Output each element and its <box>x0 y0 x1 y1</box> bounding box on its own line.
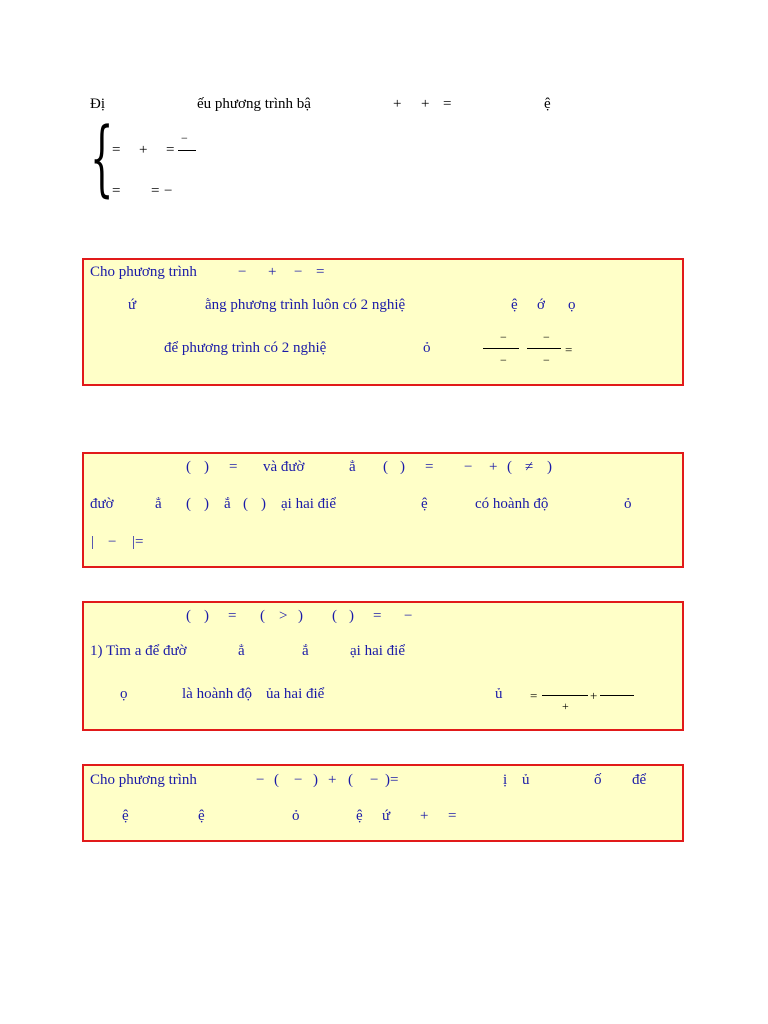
system-symbol: = <box>166 142 175 158</box>
system-brace: { <box>90 111 114 206</box>
problem-box-3 <box>82 601 684 731</box>
fraction-bar <box>542 695 588 696</box>
box-text: ại hai điể <box>281 496 336 512</box>
fraction-symbol: − <box>543 353 550 367</box>
box-symbol: ) <box>547 459 552 475</box>
box-symbol: = <box>373 608 382 624</box>
box-text: ệ <box>198 808 205 824</box>
box-text: ủ <box>495 686 503 702</box>
box-symbol: − <box>294 772 303 788</box>
fraction-bar <box>483 348 519 349</box>
box-symbol: ) <box>349 608 354 624</box>
box-text: ỏ <box>292 808 300 824</box>
box-text: ắ <box>224 496 231 512</box>
box-symbol: − <box>108 534 117 550</box>
box-symbol: − <box>238 264 247 280</box>
box-symbol: ( <box>507 459 512 475</box>
box-text: ẳ <box>349 459 356 475</box>
intro-text: Đị <box>90 96 105 112</box>
box-symbol: = <box>316 264 325 280</box>
system-symbol: = <box>112 142 121 158</box>
system-symbol: = <box>151 183 160 199</box>
system-symbol: = <box>112 183 121 199</box>
box-text: ệ <box>356 808 363 824</box>
box-symbol: ) <box>204 608 209 624</box>
system-symbol: − <box>181 131 188 145</box>
box-symbol: − <box>404 608 413 624</box>
box-text: ủ <box>522 772 530 788</box>
box-symbol: ( <box>186 608 191 624</box>
box-text: để phương trình có 2 nghiệ <box>164 340 327 356</box>
box-symbol: ( <box>274 772 279 788</box>
box-text: ệ <box>122 808 129 824</box>
box-symbol: = <box>425 459 434 475</box>
intro-symbol: = <box>443 96 452 112</box>
box-symbol: ( <box>186 496 191 512</box>
box-symbol: > <box>279 608 288 624</box>
box-text: ứ <box>382 808 391 824</box>
box-text: ỏ <box>423 340 431 356</box>
box-symbol: ) <box>313 772 318 788</box>
box-text: ệ <box>421 496 428 512</box>
box-text: ắ <box>302 643 309 659</box>
box-symbol: ) <box>400 459 405 475</box>
fraction-bar <box>527 348 561 349</box>
box-symbol: | <box>91 534 95 550</box>
box-symbol: = <box>229 459 238 475</box>
box-text: ị <box>503 772 508 788</box>
box-text: ố <box>594 772 602 788</box>
box-text: và đườ <box>263 459 305 475</box>
fraction-symbol: + <box>590 688 598 703</box>
box-text: ủa hai điể <box>266 686 325 702</box>
box-text: ọ <box>568 297 576 313</box>
box-text: là hoành độ <box>182 686 252 702</box>
box-symbol: )= <box>385 772 399 788</box>
box-text: ại hai điể <box>350 643 405 659</box>
box-symbol: + <box>489 459 498 475</box>
box-symbol: ( <box>260 608 265 624</box>
box-text: ệ <box>511 297 518 313</box>
box-symbol: ) <box>261 496 266 512</box>
box-text: ọ <box>120 686 128 702</box>
box-symbol: − <box>294 264 303 280</box>
box-text: ằng phương trình luôn có 2 nghiệ <box>205 297 406 313</box>
box-symbol: + <box>420 808 429 824</box>
fraction-symbol: = <box>530 688 538 703</box>
box-text: ỏ <box>624 496 632 512</box>
system-symbol: − <box>164 183 173 199</box>
box-symbol: ( <box>383 459 388 475</box>
box-symbol: ( <box>186 459 191 475</box>
box-symbol: ) <box>204 459 209 475</box>
box-symbol: = <box>228 608 237 624</box>
box-text: để <box>632 772 647 788</box>
box-symbol: − <box>256 772 265 788</box>
fraction-symbol: − <box>500 353 507 367</box>
box-text: ớ <box>537 297 545 313</box>
intro-symbol: + <box>393 96 402 112</box>
box-symbol: − <box>370 772 379 788</box>
box-symbol: + <box>268 264 277 280</box>
box-symbol: − <box>464 459 473 475</box>
box-text: ẳ <box>155 496 162 512</box>
fraction-symbol: − <box>543 330 550 344</box>
box-text: Cho phương trình <box>90 264 197 280</box>
system-symbol: + <box>139 142 148 158</box>
fraction-symbol: = <box>565 342 573 357</box>
intro-symbol: + <box>421 96 430 112</box>
box-symbol: + <box>328 772 337 788</box>
box-symbol: ) <box>204 496 209 512</box>
box-text: ứ <box>128 297 137 313</box>
box-symbol: ( <box>348 772 353 788</box>
box-symbol: ( <box>243 496 248 512</box>
box-text: đườ <box>90 496 114 512</box>
intro-text: ếu phương trình bậ <box>197 96 311 112</box>
intro-text: ệ <box>544 96 551 112</box>
box-text: Cho phương trình <box>90 772 197 788</box>
box-symbol: |= <box>132 534 144 550</box>
box-text: có hoành độ <box>475 496 549 512</box>
box-text: ẳ <box>238 643 245 659</box>
box-text: 1) Tìm a để đườ <box>90 643 187 659</box>
fraction-symbol: − <box>500 330 507 344</box>
box-symbol: = <box>448 808 457 824</box>
box-symbol: ( <box>332 608 337 624</box>
fraction-bar <box>600 695 634 696</box>
box-symbol: ) <box>298 608 303 624</box>
fraction-symbol: + <box>562 699 569 713</box>
fraction-bar <box>178 150 196 151</box>
box-symbol: ≠ <box>525 459 534 475</box>
